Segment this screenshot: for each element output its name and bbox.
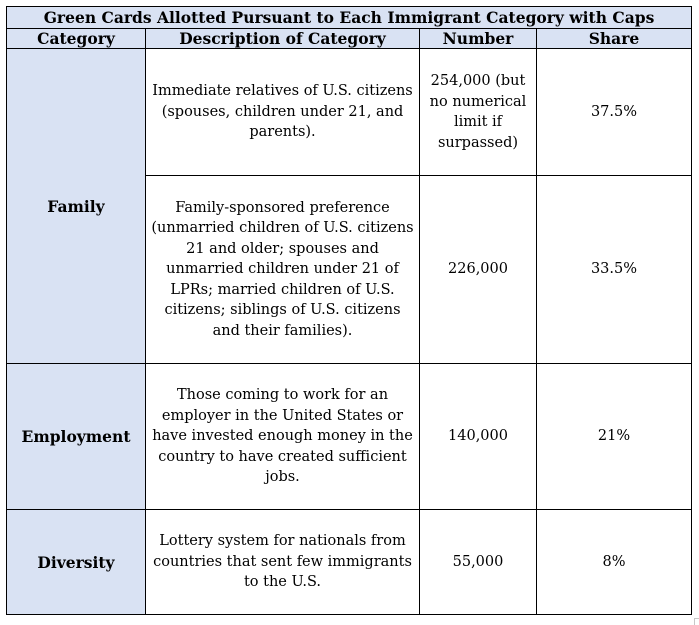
description-cell: Immediate relatives of U.S. citizens (spouses, children under 21, and parents). [146, 49, 420, 176]
header-row [7, 29, 692, 49]
green-cards-table [6, 6, 692, 615]
share-cell: 33.5% [537, 176, 692, 364]
table-title: Green Cards Allotted Pursuant to Each Immigrant Category with Caps [7, 7, 692, 29]
header-category: Category [7, 29, 146, 49]
description-cell: Lottery system for nationals from countries that sent few immigrants to the U.S. [146, 510, 420, 615]
header-description: Description of Category [146, 29, 420, 49]
share-cell: 37.5% [537, 49, 692, 176]
share-cell: 8% [537, 510, 692, 615]
header-share: Share [537, 29, 692, 49]
title-row [7, 7, 692, 29]
header-number: Number [420, 29, 537, 49]
category-diversity: Diversity [7, 510, 146, 615]
description-cell: Family-sponsored preference (unmarried children of U.S. citizens 21 and older; spouses and unmarried children under 21 of LPRs; married children of U.S. citizens; siblings of U.S. citizens and their families). [146, 176, 420, 364]
category-family: Family [7, 49, 146, 364]
number-cell: 226,000 [420, 176, 537, 364]
number-cell: 254,000 (but no numerical limit if surpassed) [420, 49, 537, 176]
share-cell: 21% [537, 364, 692, 510]
table-row [7, 364, 692, 510]
table-row [7, 49, 692, 176]
number-cell: 140,000 [420, 364, 537, 510]
resize-corner-mark [694, 618, 699, 625]
number-cell: 55,000 [420, 510, 537, 615]
description-cell: Those coming to work for an employer in the United States or have invested enough money in the country to have created sufficient jobs. [146, 364, 420, 510]
table-row [7, 510, 692, 615]
category-employment: Employment [7, 364, 146, 510]
